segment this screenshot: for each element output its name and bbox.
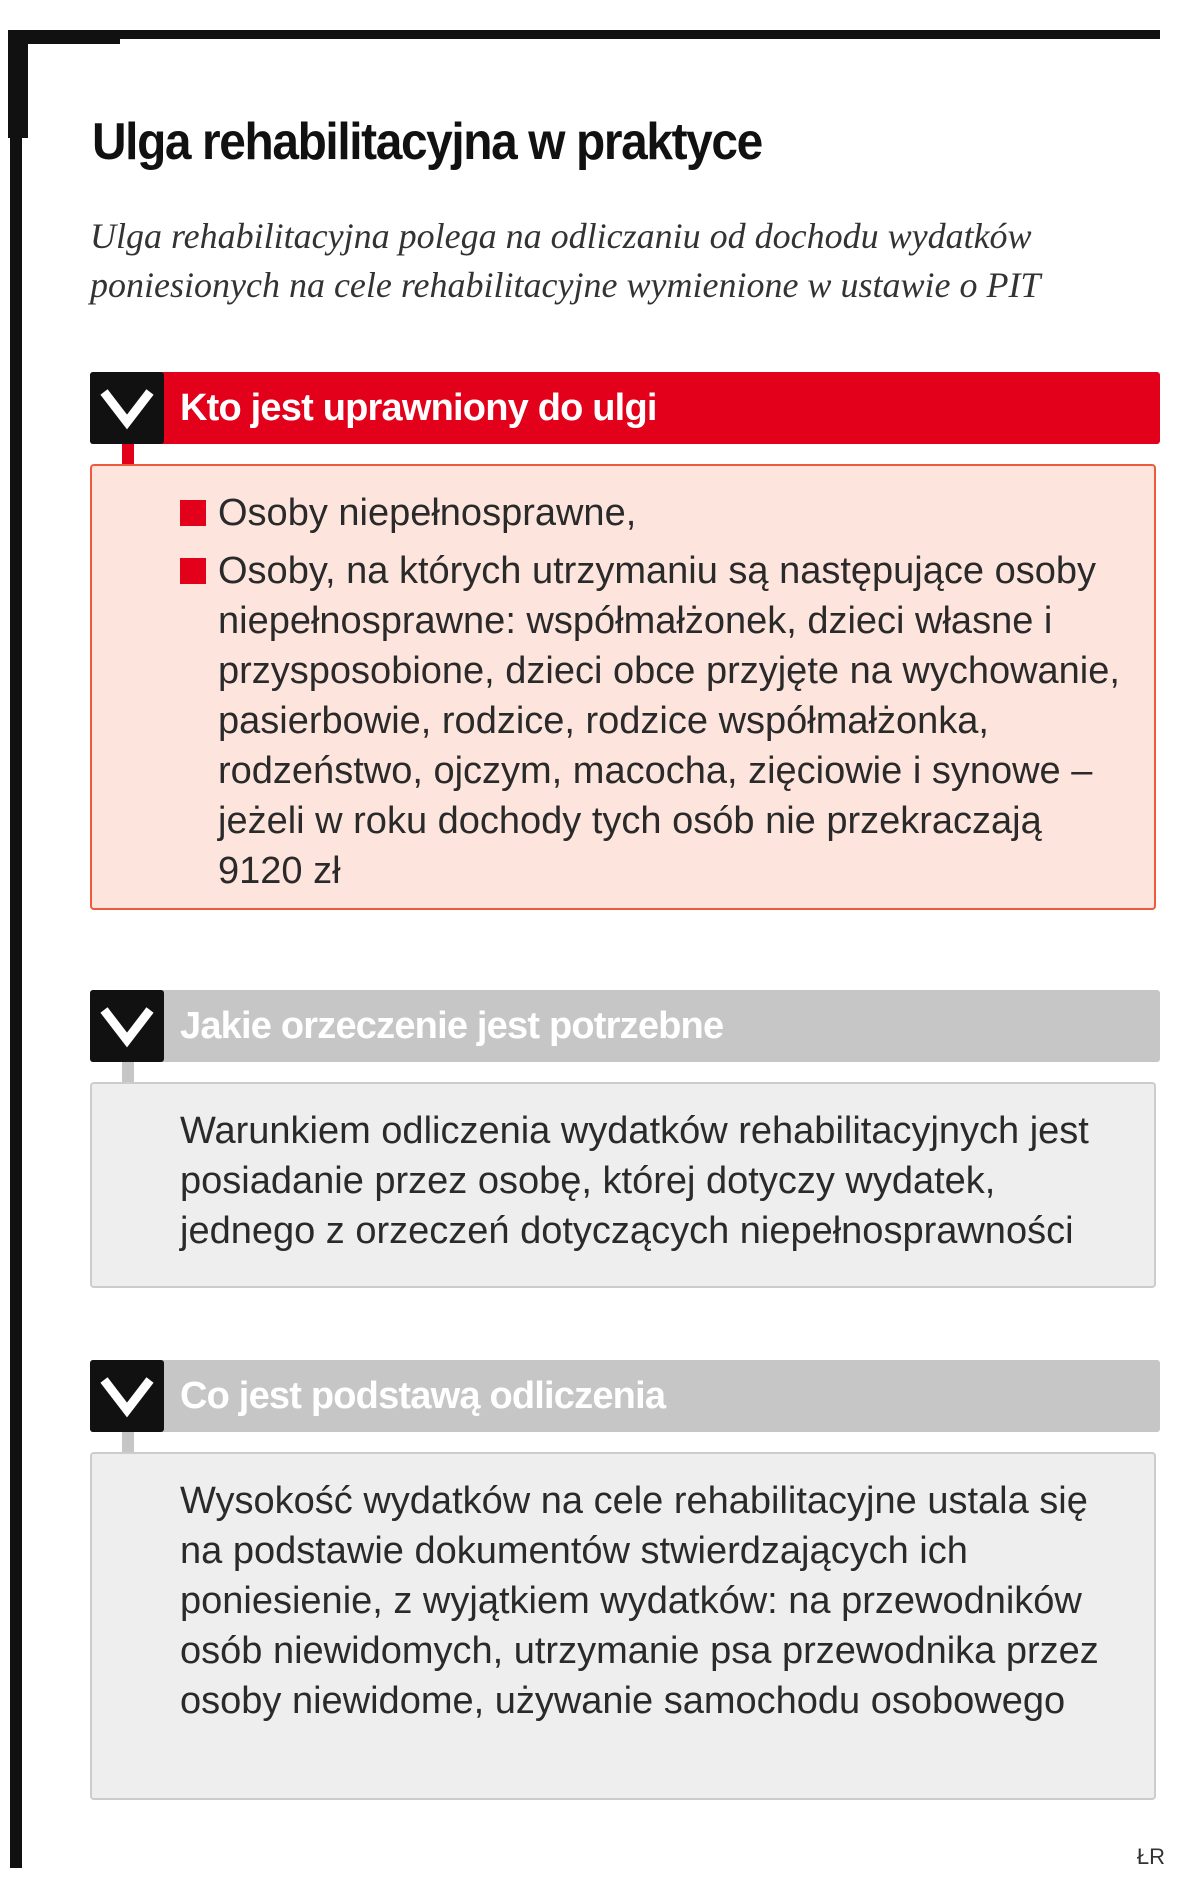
chevron-down-icon [90,990,164,1062]
section-box-certificate [90,1082,1156,1288]
chevron-down-icon [90,1360,164,1432]
section-connector [122,1062,134,1084]
section-connector [122,1432,134,1454]
section-text: Warunkiem odliczenia wydatków rehabilitacyjnych jest posiadanie przez osobę, której dotyczy wydatek, jednego z orzeczeń dotyczących niepełnosprawności [180,1110,1089,1252]
section-heading-label: Co jest podstawą odliczenia [180,1375,666,1417]
section-heading-label: Kto jest uprawniony do ulgi [180,387,657,429]
frame-left-accent [8,30,28,138]
section-heading-certificate [90,990,1160,1062]
section-heading-basis [90,1360,1160,1432]
eligibility-list [180,488,1134,896]
section-connector [122,444,134,466]
chevron-down-icon [90,372,164,444]
lead-paragraph: Ulga rehabilitacyjna polega na odliczaniu od dochodu wydatków poniesionych na cele rehabilitacyjne wymienione w ustawie o PIT [90,216,1041,305]
list-item [180,488,1134,538]
author-credit: ŁR [1136,1844,1165,1869]
list-item [180,546,1134,896]
section-box-eligibility [90,464,1156,910]
section-text: Wysokość wydatków na cele rehabilitacyjne ustala się na podstawie dokumentów stwierdzających ich poniesienie, z wyjątkiem wydatków: na przewodników osób niewidomych, utrzymanie psa przewodnika przez osoby niewidome, używanie samochodu osobowego [180,1480,1099,1722]
page-title: Ulga rehabilitacyjna w praktyce [92,113,762,171]
frame-left-rule [10,30,22,1868]
section-heading-eligibility [90,372,1160,444]
list-item-text: Osoby, na których utrzymaniu są następujące osoby niepełnosprawne: współmałżonek, dzieci własne i przysposobione, dzieci obce przyjęte na wychowanie, pasierbowie, rodzice, rodzice współmałżonka, rodzeństwo, ojczym, macocha, zięciowie i synowe – jeżeli w roku dochody tych osób nie przekraczają 9120 zł [218,550,1120,892]
list-item-text: Osoby niepełnosprawne, [218,492,637,534]
section-heading-label: Jakie orzeczenie jest potrzebne [180,1005,724,1047]
square-bullet-icon [180,558,206,584]
section-box-basis [90,1452,1156,1800]
frame-top-rule [10,30,1160,39]
square-bullet-icon [180,500,206,526]
